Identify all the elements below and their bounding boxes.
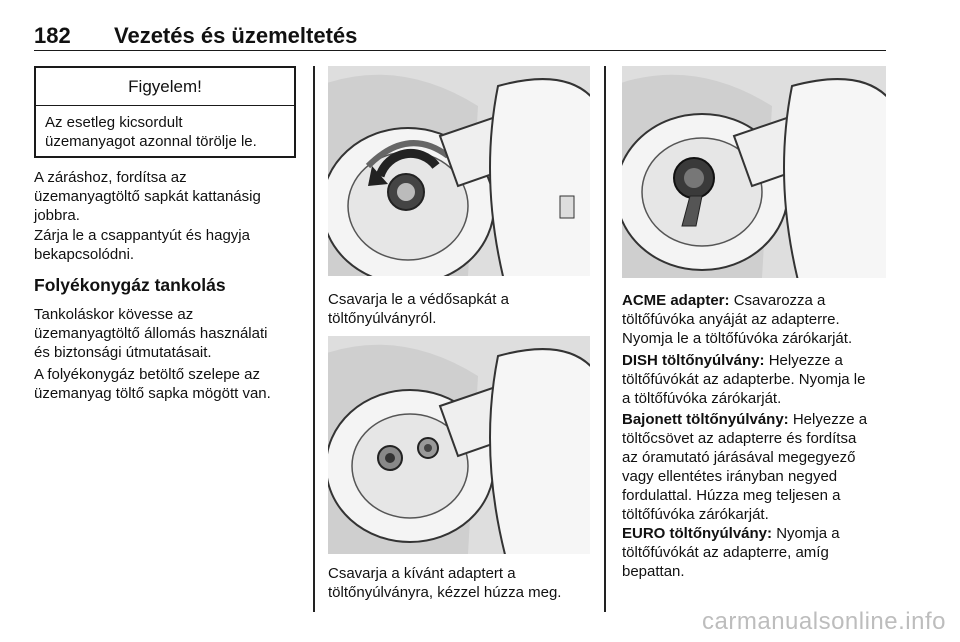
column-divider (604, 66, 606, 612)
warning-title: Figyelem! (36, 68, 294, 106)
column-divider (313, 66, 315, 612)
instruction-dish: DISH töltőnyúlvány: Helyezze a töltőfúvókát az adapterbe. Nyomja le a töltőfúvóka zárókarját. (622, 352, 866, 407)
fuel-filler-cap-rotate-illustration (328, 66, 590, 276)
instruction-acme: ACME adapter: Csavarozza a töltőfúvóka anyáját az adapterre. Nyomja le a töltőfúvóka zárókarját. (622, 292, 853, 347)
paragraph-lpg-valve: A folyékonygáz betöltő szelepe az üzemanyag töltő sapka mögött van. (34, 366, 271, 402)
page-header (34, 22, 886, 51)
warning-box (34, 66, 296, 158)
chapter-title: Vezetés és üzemeltetés (114, 23, 358, 48)
acme-adapter-illustration (622, 66, 886, 278)
instruction-euro: EURO töltőnyúlvány: Nyomja a töltőfúvókát az adapterre, amíg bepattan. (622, 525, 840, 580)
paragraph-close-cap: A záráshoz, fordítsa az üzemanyagtöltő sapkát kattanásig jobbra. (34, 169, 261, 224)
figure-svg (328, 66, 590, 276)
section-heading: Folyékonygáz tankolás (34, 275, 226, 295)
caption-remove-cap: Csavarja le a védősapkát a töltőnyúlványról. (328, 291, 509, 327)
fuel-filler-adapter-illustration (328, 336, 590, 554)
paragraph-close-flap: Zárja le a csappantyút és hagyja bekapcsolódni. (34, 227, 250, 263)
paragraph-lpg-instructions: Tankoláskor kövesse az üzemanyagtöltő állomás használati és biztonsági útmutatásait. (34, 306, 268, 361)
page-number: 182 (34, 23, 71, 48)
watermark: carmanualsonline.info (702, 608, 946, 635)
instruction-bajonett: Bajonett töltőnyúlvány: Helyezze a töltőcsövet az adapterre és fordítsa az óramutató járásával megegyező vagy ellentétes irányban negyed fordulattal. Húzza meg teljesen a töltőfúvóka zárókarját. (622, 411, 868, 523)
figure-svg (328, 336, 590, 554)
figure-svg (622, 66, 886, 278)
warning-text: Az esetleg kicsordult üzemanyagot azonnal törölje le. (45, 114, 257, 150)
caption-attach-adapter: Csavarja a kívánt adaptert a töltőnyúlványra, kézzel húzza meg. (328, 565, 562, 601)
